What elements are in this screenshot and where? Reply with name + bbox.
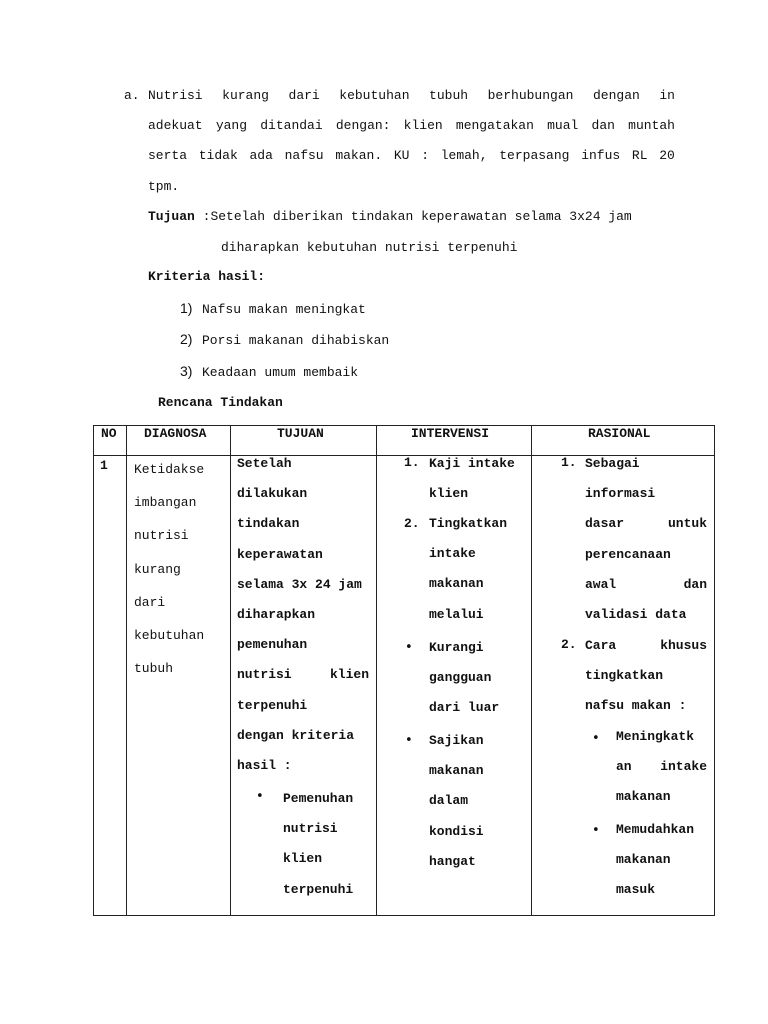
rasional-item-2 <box>585 631 707 722</box>
bullet-icon: • <box>256 789 264 804</box>
header-tujuan: TUJUAN <box>277 426 324 441</box>
rencana-heading: Rencana Tindakan <box>158 395 283 410</box>
rasional-number-1: 1. <box>561 455 577 470</box>
word: makan. <box>335 148 383 163</box>
rasional-line: tingkatkan <box>585 668 664 684</box>
kriteria-item: Keadaan umum membaik <box>202 365 359 380</box>
cell-line: klien <box>429 486 469 502</box>
word: dari <box>288 88 320 103</box>
cell-line: pemenuhan <box>237 637 308 653</box>
cell-line: Setelah <box>237 456 292 471</box>
rasional-line: Meningkatk <box>616 729 695 744</box>
intervensi-number-2: 2. <box>404 516 420 531</box>
rasional-line: informasi <box>585 486 656 502</box>
column-divider <box>126 425 127 916</box>
rasional-bullet-2 <box>616 815 694 906</box>
kriteria-num: 3) <box>180 363 193 379</box>
tujuan-label: Tujuan <box>148 209 195 224</box>
word: 20 <box>659 148 675 163</box>
rasional-item-1 <box>585 449 707 630</box>
word: serta <box>148 148 188 163</box>
cell-line: makanan <box>429 576 484 592</box>
cell-line: dari <box>134 594 166 610</box>
cell-line: gangguan <box>429 670 492 686</box>
cell-line: klien <box>283 851 323 867</box>
intervensi-bullet-2 <box>429 726 484 877</box>
cell-line: Ketidakse <box>134 462 205 477</box>
intervensi-number-1: 1. <box>404 455 420 470</box>
word: in <box>659 88 675 103</box>
bullet-icon: • <box>405 640 413 655</box>
word: terpasang <box>499 148 570 163</box>
cell-line: dengan kriteria <box>237 727 355 743</box>
intervensi-item-1 <box>429 449 515 509</box>
cell-line: kondisi <box>429 823 484 839</box>
kriteria-num: 2) <box>180 331 193 347</box>
table-border-bottom <box>93 915 715 916</box>
kriteria-item: Porsi makanan dihabiskan <box>202 333 390 348</box>
intervensi-item-2 <box>429 509 507 630</box>
cell-line: dari luar <box>429 700 500 716</box>
rasional-justified-line: Cara khusus <box>585 638 707 653</box>
tujuan-paragraph <box>148 209 632 224</box>
cell-line: terpenuhi <box>237 697 308 713</box>
cell-line: selama 3x 24 jam <box>237 576 362 592</box>
cell-line: nutrisi <box>134 528 189 544</box>
bullet-icon: • <box>592 731 600 746</box>
word: nafsu <box>284 148 324 163</box>
rasional-number-2: 2. <box>561 637 577 652</box>
header-rasional: RASIONAL <box>588 426 651 441</box>
rasional-justified-line: dasar untuk <box>585 516 707 532</box>
cell-line: makanan <box>616 852 671 868</box>
header-diagnosa: DIAGNOSA <box>144 426 207 441</box>
cell-line: Memudahkan <box>616 822 695 837</box>
cell-line: intake <box>429 546 476 562</box>
rasional-line: makanan <box>616 789 671 805</box>
kriteria-item: Nafsu makan meningkat <box>202 302 366 317</box>
cell-line: hasil : <box>237 758 292 774</box>
cell-line: Sajikan <box>429 733 484 748</box>
word: yang <box>215 118 248 133</box>
problem-line-4: tpm. <box>148 179 180 194</box>
list-marker-a: a. <box>124 88 140 103</box>
word: klien <box>403 118 443 133</box>
kriteria-heading: Kriteria hasil: <box>148 269 266 284</box>
cell-line: kebutuhan <box>134 628 205 644</box>
word: kebutuhan <box>339 88 410 103</box>
rasional-line: nafsu makan : <box>585 698 687 714</box>
tujuan-bullet-text <box>283 784 353 905</box>
cell-line: Tingkatkan <box>429 516 508 531</box>
word: lemah, <box>440 148 488 163</box>
word: tubuh <box>429 88 469 103</box>
tujuan-justified-line <box>237 660 369 690</box>
rasional-line: perencanaan <box>585 546 671 562</box>
bullet-icon: • <box>405 733 413 748</box>
word: klien <box>329 667 369 683</box>
cell-line: tubuh <box>134 661 174 677</box>
cell-line: melalui <box>429 606 484 622</box>
column-divider <box>531 425 532 916</box>
tujuan-line-2: diharapkan kebutuhan nutrisi terpenuhi <box>221 240 518 255</box>
tujuan-line-1: Setelah diberikan tindakan keperawatan selama 3x24 jam <box>210 209 632 224</box>
table-border-right <box>714 425 715 916</box>
kriteria-num: 1) <box>180 300 193 316</box>
cell-line: tindakan <box>237 516 300 532</box>
problem-line-2 <box>148 118 675 133</box>
word: dengan: <box>335 118 391 133</box>
tujuan-colon: : <box>202 209 211 224</box>
word: : <box>421 148 429 163</box>
cell-line: hangat <box>429 853 476 869</box>
cell-line: masuk <box>616 882 656 898</box>
word: ada <box>249 148 273 163</box>
word: KU <box>393 148 410 163</box>
word: infus <box>581 148 621 163</box>
tujuan-cell <box>237 449 369 781</box>
header-no: NO <box>101 426 117 441</box>
bullet-icon: • <box>592 823 600 838</box>
intervensi-bullet-1 <box>429 633 499 724</box>
cell-line: dilakukan <box>237 486 308 502</box>
word: dengan <box>592 88 640 103</box>
cell-line: dalam <box>429 793 469 809</box>
cell-line: makanan <box>429 763 484 779</box>
word: mengatakan <box>455 118 534 133</box>
cell-line: keperawatan <box>237 546 323 562</box>
word: muntah <box>628 118 675 133</box>
cell-line: kurang <box>134 561 181 577</box>
word: dan <box>591 118 615 133</box>
table-border-left <box>93 425 94 916</box>
word: kurang <box>222 88 269 103</box>
rasional-line: validasi data <box>585 607 687 623</box>
rasional-justified-line: an intake <box>616 759 707 775</box>
rencana-table <box>93 425 715 916</box>
cell-line: Pemenuhan <box>283 791 354 806</box>
cell-line: terpenuhi <box>283 881 354 897</box>
problem-line-1 <box>148 88 675 103</box>
diagnosa-cell <box>134 453 204 685</box>
rasional-line: Sebagai <box>585 456 640 471</box>
cell-line: Kurangi <box>429 640 484 655</box>
column-divider <box>376 425 377 916</box>
header-intervensi: INTERVENSI <box>411 426 490 441</box>
word: tidak <box>198 148 238 163</box>
word: RL <box>631 148 648 163</box>
word: mual <box>547 118 579 133</box>
cell-line: diharapkan <box>237 607 316 623</box>
word: Nutrisi <box>148 88 203 103</box>
word: berhubungan <box>487 88 574 103</box>
rasional-justified-line: awal dan <box>585 576 707 592</box>
word: nutrisi <box>237 667 292 683</box>
cell-line: nutrisi <box>283 821 338 837</box>
rasional-bullet-1 <box>616 722 707 813</box>
cell-line: Kaji intake <box>429 456 515 471</box>
row-number: 1 <box>100 458 108 473</box>
cell-line: imbangan <box>134 495 197 511</box>
word: adekuat <box>148 118 203 133</box>
column-divider <box>230 425 231 916</box>
word: ditandai <box>260 118 323 133</box>
problem-line-3 <box>148 148 675 163</box>
